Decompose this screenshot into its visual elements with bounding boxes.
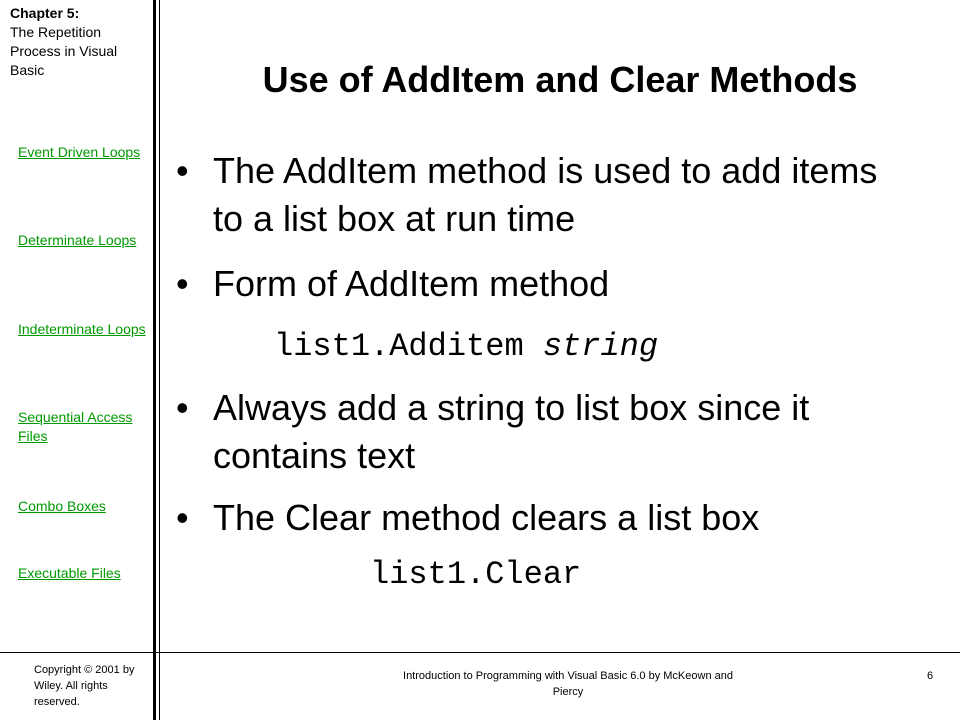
bullet-marker: •	[176, 150, 189, 191]
bullet-text: Form of AddItem method	[213, 263, 610, 304]
bullet-item	[176, 384, 913, 480]
bullet-text: The AddItem method is used to add items to a list box at run time	[213, 150, 878, 239]
bullet-marker: •	[176, 387, 189, 428]
nav-link-event-driven-loops[interactable]: Event Driven Loops	[18, 144, 141, 160]
bullet-text: The Clear method clears a list box	[213, 497, 760, 538]
bullet-text: Always add a string to list box since it contains text	[213, 387, 810, 476]
copyright-notice: Copyright © 2001 by Wiley. All rights reserved.	[34, 664, 135, 708]
footer-book-title: Introduction to Programming with Visual Basic 6.0 by McKeown and Piercy	[403, 670, 733, 698]
nav-link-sequential-access-files[interactable]: Sequential Access Files	[18, 409, 133, 444]
nav-link-indeterminate-loops[interactable]: Indeterminate Loops	[18, 321, 146, 337]
nav-link-determinate-loops[interactable]: Determinate Loops	[18, 232, 137, 248]
bullet-marker: •	[176, 263, 189, 304]
slide-title: Use of AddItem and Clear Methods	[262, 59, 858, 100]
code-clear: list1.Clear	[370, 556, 582, 593]
sidebar-divider-thick	[153, 0, 156, 720]
chapter-heading	[10, 4, 150, 80]
nav-link-combo-boxes[interactable]: Combo Boxes	[18, 498, 106, 514]
code-additem	[274, 327, 658, 367]
bullet-item	[176, 260, 913, 308]
footer-divider	[0, 652, 960, 653]
bullet-item	[176, 494, 913, 542]
sidebar-divider-thin	[159, 0, 160, 720]
chapter-number: Chapter 5:	[10, 5, 80, 21]
bullet-item	[176, 147, 913, 243]
nav-link-executable-files[interactable]: Executable Files	[18, 565, 121, 581]
sidebar	[0, 0, 156, 720]
code-statement: list1.Additem	[274, 328, 543, 365]
code-argument: string	[542, 328, 659, 365]
chapter-title: The Repetition Process in Visual Basic	[10, 24, 118, 78]
bullet-marker: •	[176, 497, 189, 538]
page-number: 6	[926, 670, 934, 682]
